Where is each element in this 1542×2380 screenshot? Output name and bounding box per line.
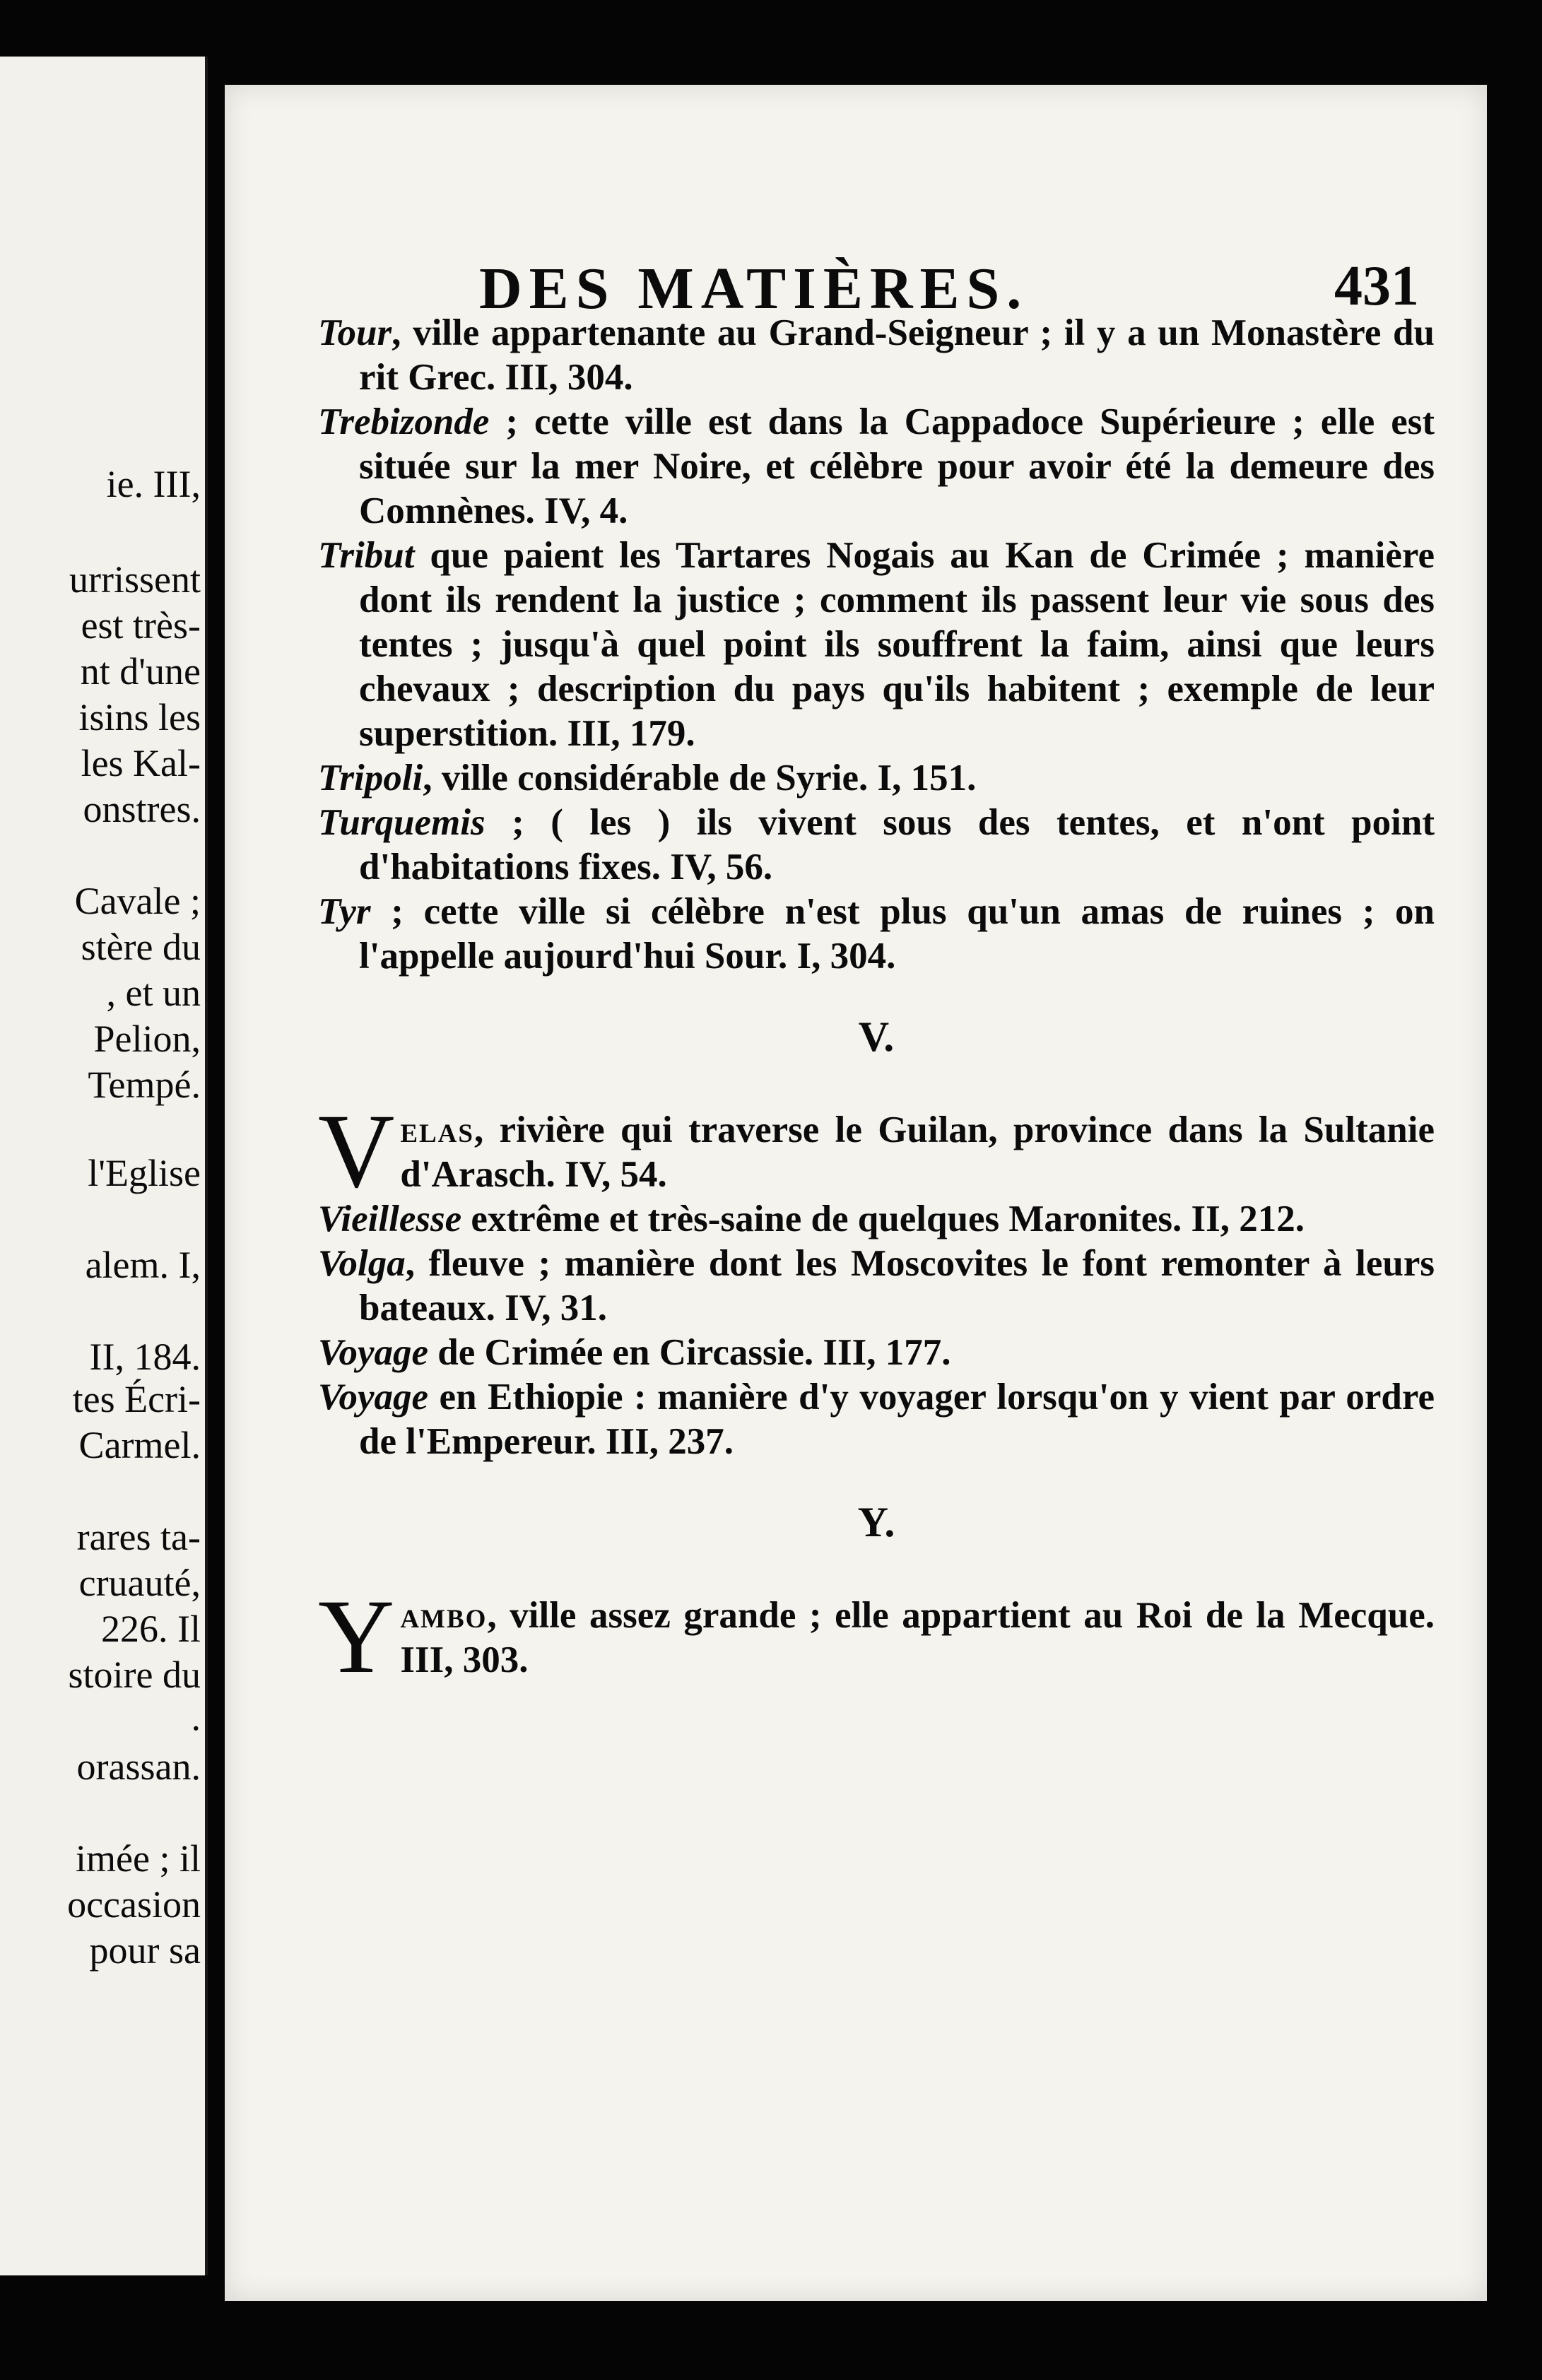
left-page-line: pour sa — [89, 1929, 201, 1972]
left-page-line: II, 184. — [89, 1336, 201, 1378]
left-page-line: cruauté, — [78, 1562, 201, 1604]
index-entry — [318, 1578, 1435, 1695]
left-page-line: imée ; il — [76, 1837, 201, 1880]
entry-headword: Voyage — [318, 1332, 429, 1373]
left-page-line: onstres. — [83, 788, 201, 830]
index-entry — [318, 1242, 1435, 1331]
main-page — [225, 85, 1487, 2301]
entry-headword: Voyage — [318, 1377, 429, 1418]
dropcap-y: Y — [318, 1578, 395, 1695]
left-page-line: 226. Il — [101, 1608, 201, 1650]
entry-headword: Volga — [318, 1243, 406, 1284]
entry-headword: Tyr — [318, 891, 371, 932]
index-entry — [318, 756, 1435, 801]
left-page-line: . — [191, 1696, 201, 1738]
entry-text: ; cette ville est dans la Cappadoce Supérieure ; elle est située sur la mer Noire, et célèbre pour avoir été la demeure des Comnènes. IV, 4. — [359, 401, 1435, 531]
entry-headword: ambo — [400, 1595, 488, 1636]
left-page-line: orassan. — [76, 1745, 201, 1788]
entry-text: , fleuve ; manière dont les Moscovites le font remonter à leurs bateaux. IV, 31. — [359, 1243, 1435, 1329]
left-page-line: est très- — [81, 604, 201, 647]
entry-text: extrême et très-saine de quelques Maronites. II, 212. — [461, 1198, 1305, 1239]
entry-headword: Tour — [318, 312, 392, 353]
left-page-line: rares ta- — [76, 1516, 201, 1558]
entries-t — [318, 311, 1435, 979]
entry-headword: Tripoli — [318, 758, 423, 799]
index-entry — [318, 400, 1435, 534]
entry-headword: Turquemis — [318, 802, 485, 843]
index-content — [318, 311, 1435, 1695]
left-page-line: les Kal- — [81, 742, 201, 784]
page-number: 431 — [1334, 255, 1419, 317]
entries-v — [318, 1197, 1435, 1464]
entry-text: de Crimée en Circassie. III, 177. — [428, 1332, 951, 1373]
index-entry — [318, 1375, 1435, 1464]
left-page-line: tes Écri- — [72, 1378, 201, 1420]
left-page-line: nt d'une — [80, 650, 201, 693]
entry-text: , ville appartenante au Grand-Seigneur ; il y a un Monastère du rit Grec. III, 304. — [359, 312, 1435, 398]
entry-text: , ville considérable de Syrie. I, 151. — [423, 758, 977, 799]
left-page-line: occasion — [67, 1883, 201, 1926]
entry-text: ; ( les ) ils vivent sous des tentes, et n'ont point d'habitations fixes. IV, 56. — [359, 802, 1435, 888]
index-entry — [318, 801, 1435, 890]
section-letter-y: Y. — [857, 1499, 895, 1545]
entry-headword: Vieillesse — [318, 1198, 462, 1239]
index-entry — [318, 534, 1435, 756]
entry-headword: Trebizonde — [318, 401, 490, 442]
left-page-line: urrissent — [69, 558, 201, 601]
index-entry — [318, 1092, 1435, 1210]
entry-text: ; cette ville si célèbre n'est plus qu'un amas de ruines ; on l'appelle aujourd'hui Sour. I, 304. — [359, 891, 1435, 977]
index-entry — [318, 311, 1435, 400]
left-page-line: Tempé. — [88, 1064, 201, 1106]
left-page-line: stoire du — [68, 1654, 201, 1696]
left-page-line: isins les — [78, 696, 201, 738]
left-page-line: Carmel. — [78, 1424, 201, 1466]
entry-text: en Ethiopie : manière d'y voyager lorsqu'on y vient par ordre de l'Empereur. III, 237. — [359, 1377, 1435, 1462]
left-page-line: Cavale ; — [74, 880, 201, 922]
entry-text: que paient les Tartares Nogais au Kan de Crimée ; manière dont ils rendent la justice ; comment ils passent leur vie sous des tentes ; jusqu'à quel point ils souffrent la faim, ainsi que leurs chevaux ; description du pays qu'ils habitent ; exemple de leur superstition. III, 179. — [359, 535, 1435, 754]
left-page-line: , et un — [106, 972, 201, 1014]
entry-text: , rivière qui traverse le Guilan, province dans la Sultanie d'Arasch. IV, 54. — [400, 1109, 1435, 1195]
entry-text: , ville assez grande ; elle appartient au Roi de la Mecque. III, 303. — [400, 1595, 1435, 1680]
entry-headword: Tribut — [318, 535, 415, 576]
left-page-line: stère du — [81, 926, 201, 968]
section-letter-v: V. — [858, 1013, 895, 1060]
left-page-line: ie. III, — [106, 463, 201, 505]
index-entry — [318, 1197, 1435, 1242]
left-page-line: alem. I, — [85, 1244, 201, 1286]
running-title: DES MATIÈRES. — [479, 256, 1029, 322]
dropcap-v: V — [318, 1092, 395, 1210]
index-entry — [318, 890, 1435, 979]
left-page-line: Pelion, — [93, 1018, 201, 1060]
index-entry — [318, 1331, 1435, 1375]
left-page-line: l'Eglise — [88, 1152, 201, 1194]
entry-headword: elas — [400, 1109, 474, 1150]
left-page-fragment — [0, 57, 208, 2275]
